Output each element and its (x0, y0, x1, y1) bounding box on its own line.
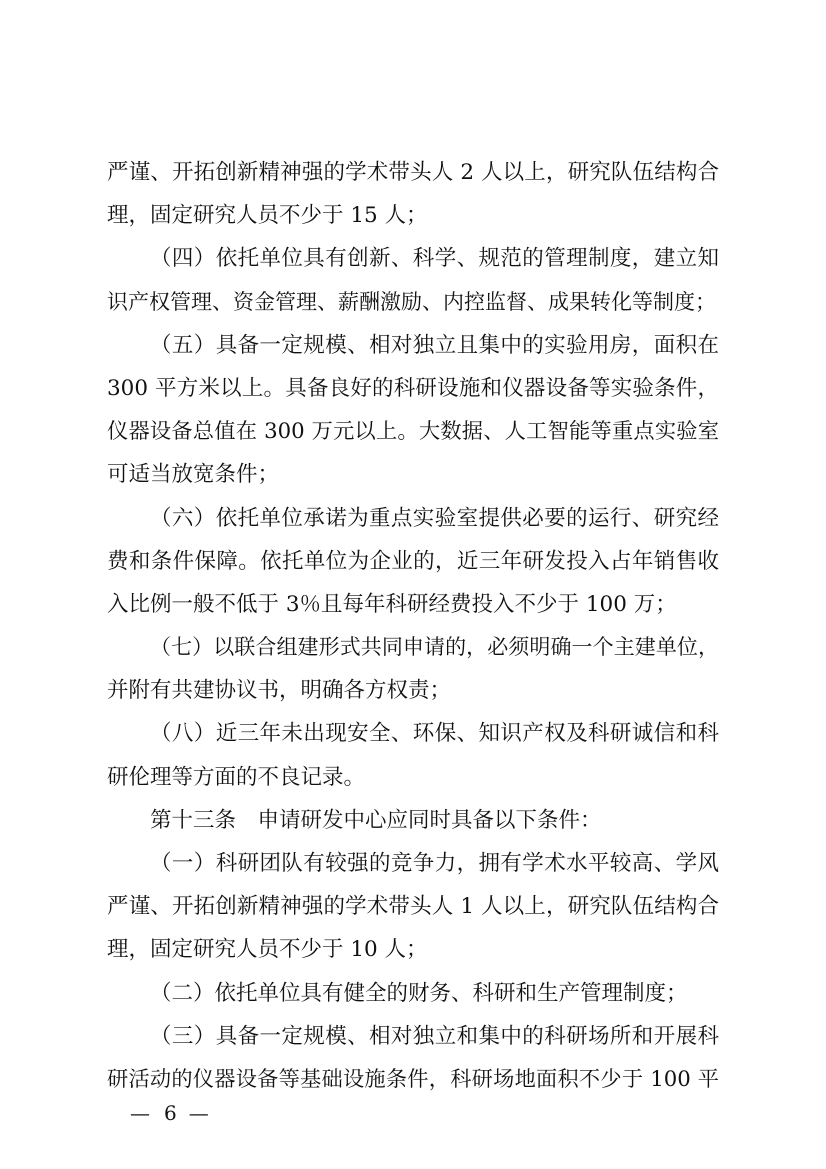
text-line: （六）依托单位承诺为重点实验室提供必要的运行、研究经 (150, 505, 719, 531)
document-body (107, 151, 719, 1101)
text-line: （八）近三年未出现安全、环保、知识产权及科研诚信和科 (150, 721, 719, 747)
text-line: 仪器设备总值在 300 万元以上。大数据、人工智能等重点实验室 (107, 419, 719, 445)
text-line: （四）依托单位具有创新、科学、规范的管理制度，建立知 (150, 246, 719, 272)
text-line: （二）依托单位具有健全的财务、科研和生产管理制度； (150, 980, 688, 1006)
text-line: 识产权管理、资金管理、薪酬激励、内控监督、成果转化等制度； (107, 289, 716, 314)
text-line: 理，固定研究人员不少于 10 人； (107, 937, 428, 963)
text-line: 严谨、开拓创新精神强的学术带头人 2 人以上，研究队伍结构合 (107, 160, 719, 185)
text-line: 费和条件保障。依托单位为企业的，近三年研发投入占年销售收 (107, 548, 719, 574)
text-line: 研伦理等方面的不良记录。 (107, 764, 366, 790)
text-line: （五）具备一定规模、相对独立且集中的实验用房，面积在 (150, 332, 719, 358)
text-line: 入比例一般不低于 3％且每年科研经费投入不少于 100 万； (107, 591, 677, 617)
text-line: 第十三条 申请研发中心应同时具备以下条件： (150, 807, 602, 833)
text-line: 可适当放宽条件； (107, 462, 280, 488)
text-line: 严谨、开拓创新精神强的学术带头人 1 人以上，研究队伍结构合 (107, 894, 719, 920)
text-line: （三）具备一定规模、相对独立和集中的科研场所和开展科 (150, 1023, 719, 1049)
text-line: （一）科研团队有较强的竞争力，拥有学术水平较高、学风 (150, 851, 719, 876)
page-number: 6 (164, 1101, 177, 1125)
text-line: （七）以联合组建形式共同申请的，必须明确一个主建单位， (150, 635, 719, 660)
text-line: 并附有共建协议书，明确各方权责； (107, 678, 452, 704)
text-line: 理，固定研究人员不少于 15 人； (107, 203, 428, 229)
text-line: 300 平方米以上。具备良好的科研设施和仪器设备等实验条件， (107, 375, 719, 401)
footer-dash-left: — (130, 1101, 150, 1125)
footer-dash-right: — (188, 1101, 209, 1125)
text-line: 研活动的仪器设备等基础设施条件，科研场地面积不少于 100 平 (107, 1066, 719, 1092)
page-footer (130, 1098, 211, 1128)
